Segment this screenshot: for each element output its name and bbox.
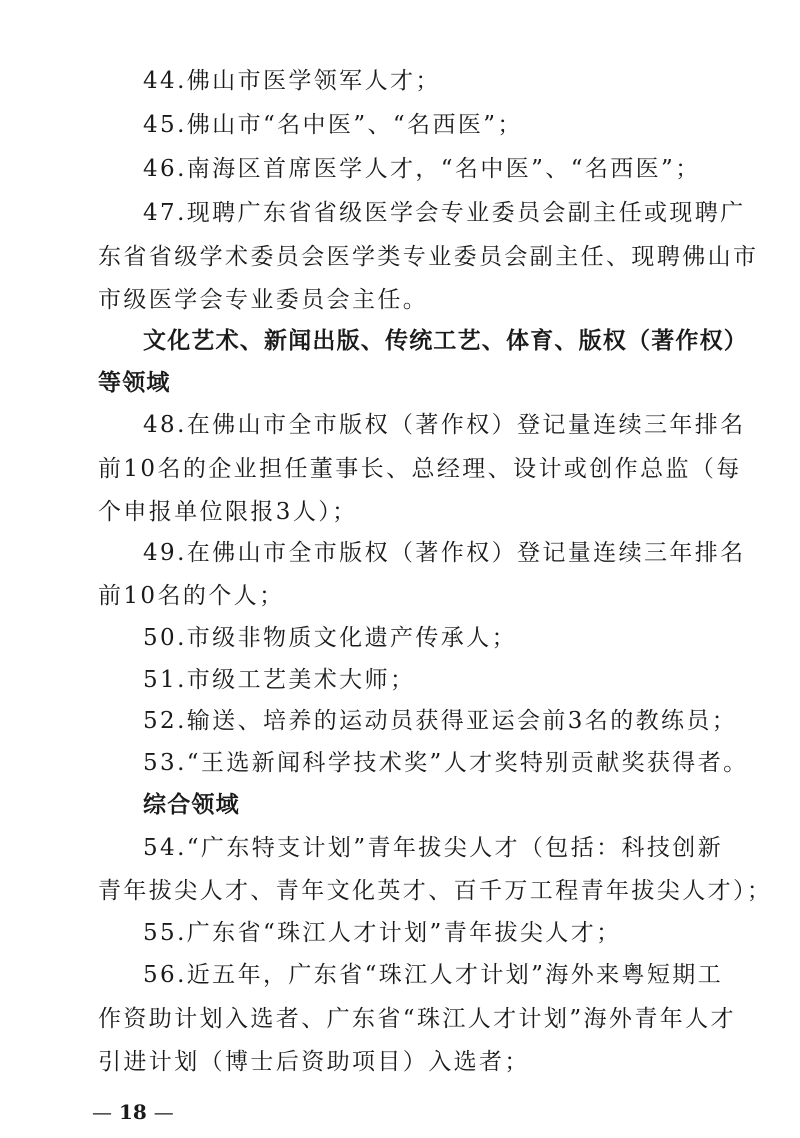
footer-dash-right: —	[153, 1100, 174, 1124]
list-item-45: 45.佛山市“名中医”、“名西医”；	[143, 112, 523, 138]
list-item-52: 52.输送、培养的运动员获得亚运会前3名的教练员；	[143, 708, 738, 734]
list-item-56-line-3: 引进计划（博士后资助项目）入选者；	[98, 1049, 530, 1075]
list-item-44: 44.佛山市医学领军人才；	[143, 68, 441, 94]
section-heading-comprehensive: 综合领域	[143, 792, 240, 818]
list-item-49-line-1: 49.在佛山市全市版权（著作权）登记量连续三年排名	[143, 540, 746, 566]
list-item-46: 46.南海区首席医学人才，“名中医”、“名西医”；	[143, 156, 701, 182]
list-item-54-line-2: 青年拔尖人才、青年文化英才、百千万工程青年拔尖人才）；	[98, 878, 773, 904]
list-item-55: 55.广东省“珠江人才计划”青年拔尖人才；	[143, 920, 622, 946]
list-item-48-line-3: 个申报单位限报3人）；	[98, 499, 358, 525]
page-footer	[92, 1098, 174, 1126]
list-item-51: 51.市级工艺美术大师；	[143, 667, 416, 693]
list-item-50: 50.市级非物质文化遗产传承人；	[143, 625, 517, 651]
list-item-48-line-2: 前10名的企业担任董事长、总经理、设计或创作总监（每	[98, 456, 742, 482]
list-item-53: 53.“王选新闻科学技术奖”人才奖特别贡献奖获得者。	[143, 750, 749, 776]
page-number: 18	[118, 1100, 147, 1124]
list-item-56-line-2: 作资助计划入选者、广东省“珠江人才计划”海外青年人才	[98, 1006, 736, 1032]
list-item-49-line-2: 前10名的个人；	[98, 583, 285, 609]
list-item-47-line-3: 市级医学会专业委员会主任。	[98, 287, 429, 313]
list-item-56-line-1: 56.近五年，广东省“珠江人才计划”海外来粤短期工	[143, 962, 724, 988]
list-item-48-line-1: 48.在佛山市全市版权（著作权）登记量连续三年排名	[143, 412, 746, 438]
section-heading-culture: 文化艺术、新闻出版、传统工艺、体育、版权（著作权）	[143, 328, 748, 354]
list-item-47-line-1: 47.现聘广东省省级医学会专业委员会副主任或现聘广	[143, 200, 746, 226]
list-item-54-line-1: 54.“广东特支计划”青年拔尖人才（包括：科技创新	[143, 835, 724, 861]
section-heading-culture-line-2: 等领域	[98, 370, 171, 396]
footer-dash-left: —	[92, 1100, 112, 1124]
list-item-47-line-2: 东省省级学术委员会医学类专业委员会副主任、现聘佛山市	[98, 244, 759, 270]
